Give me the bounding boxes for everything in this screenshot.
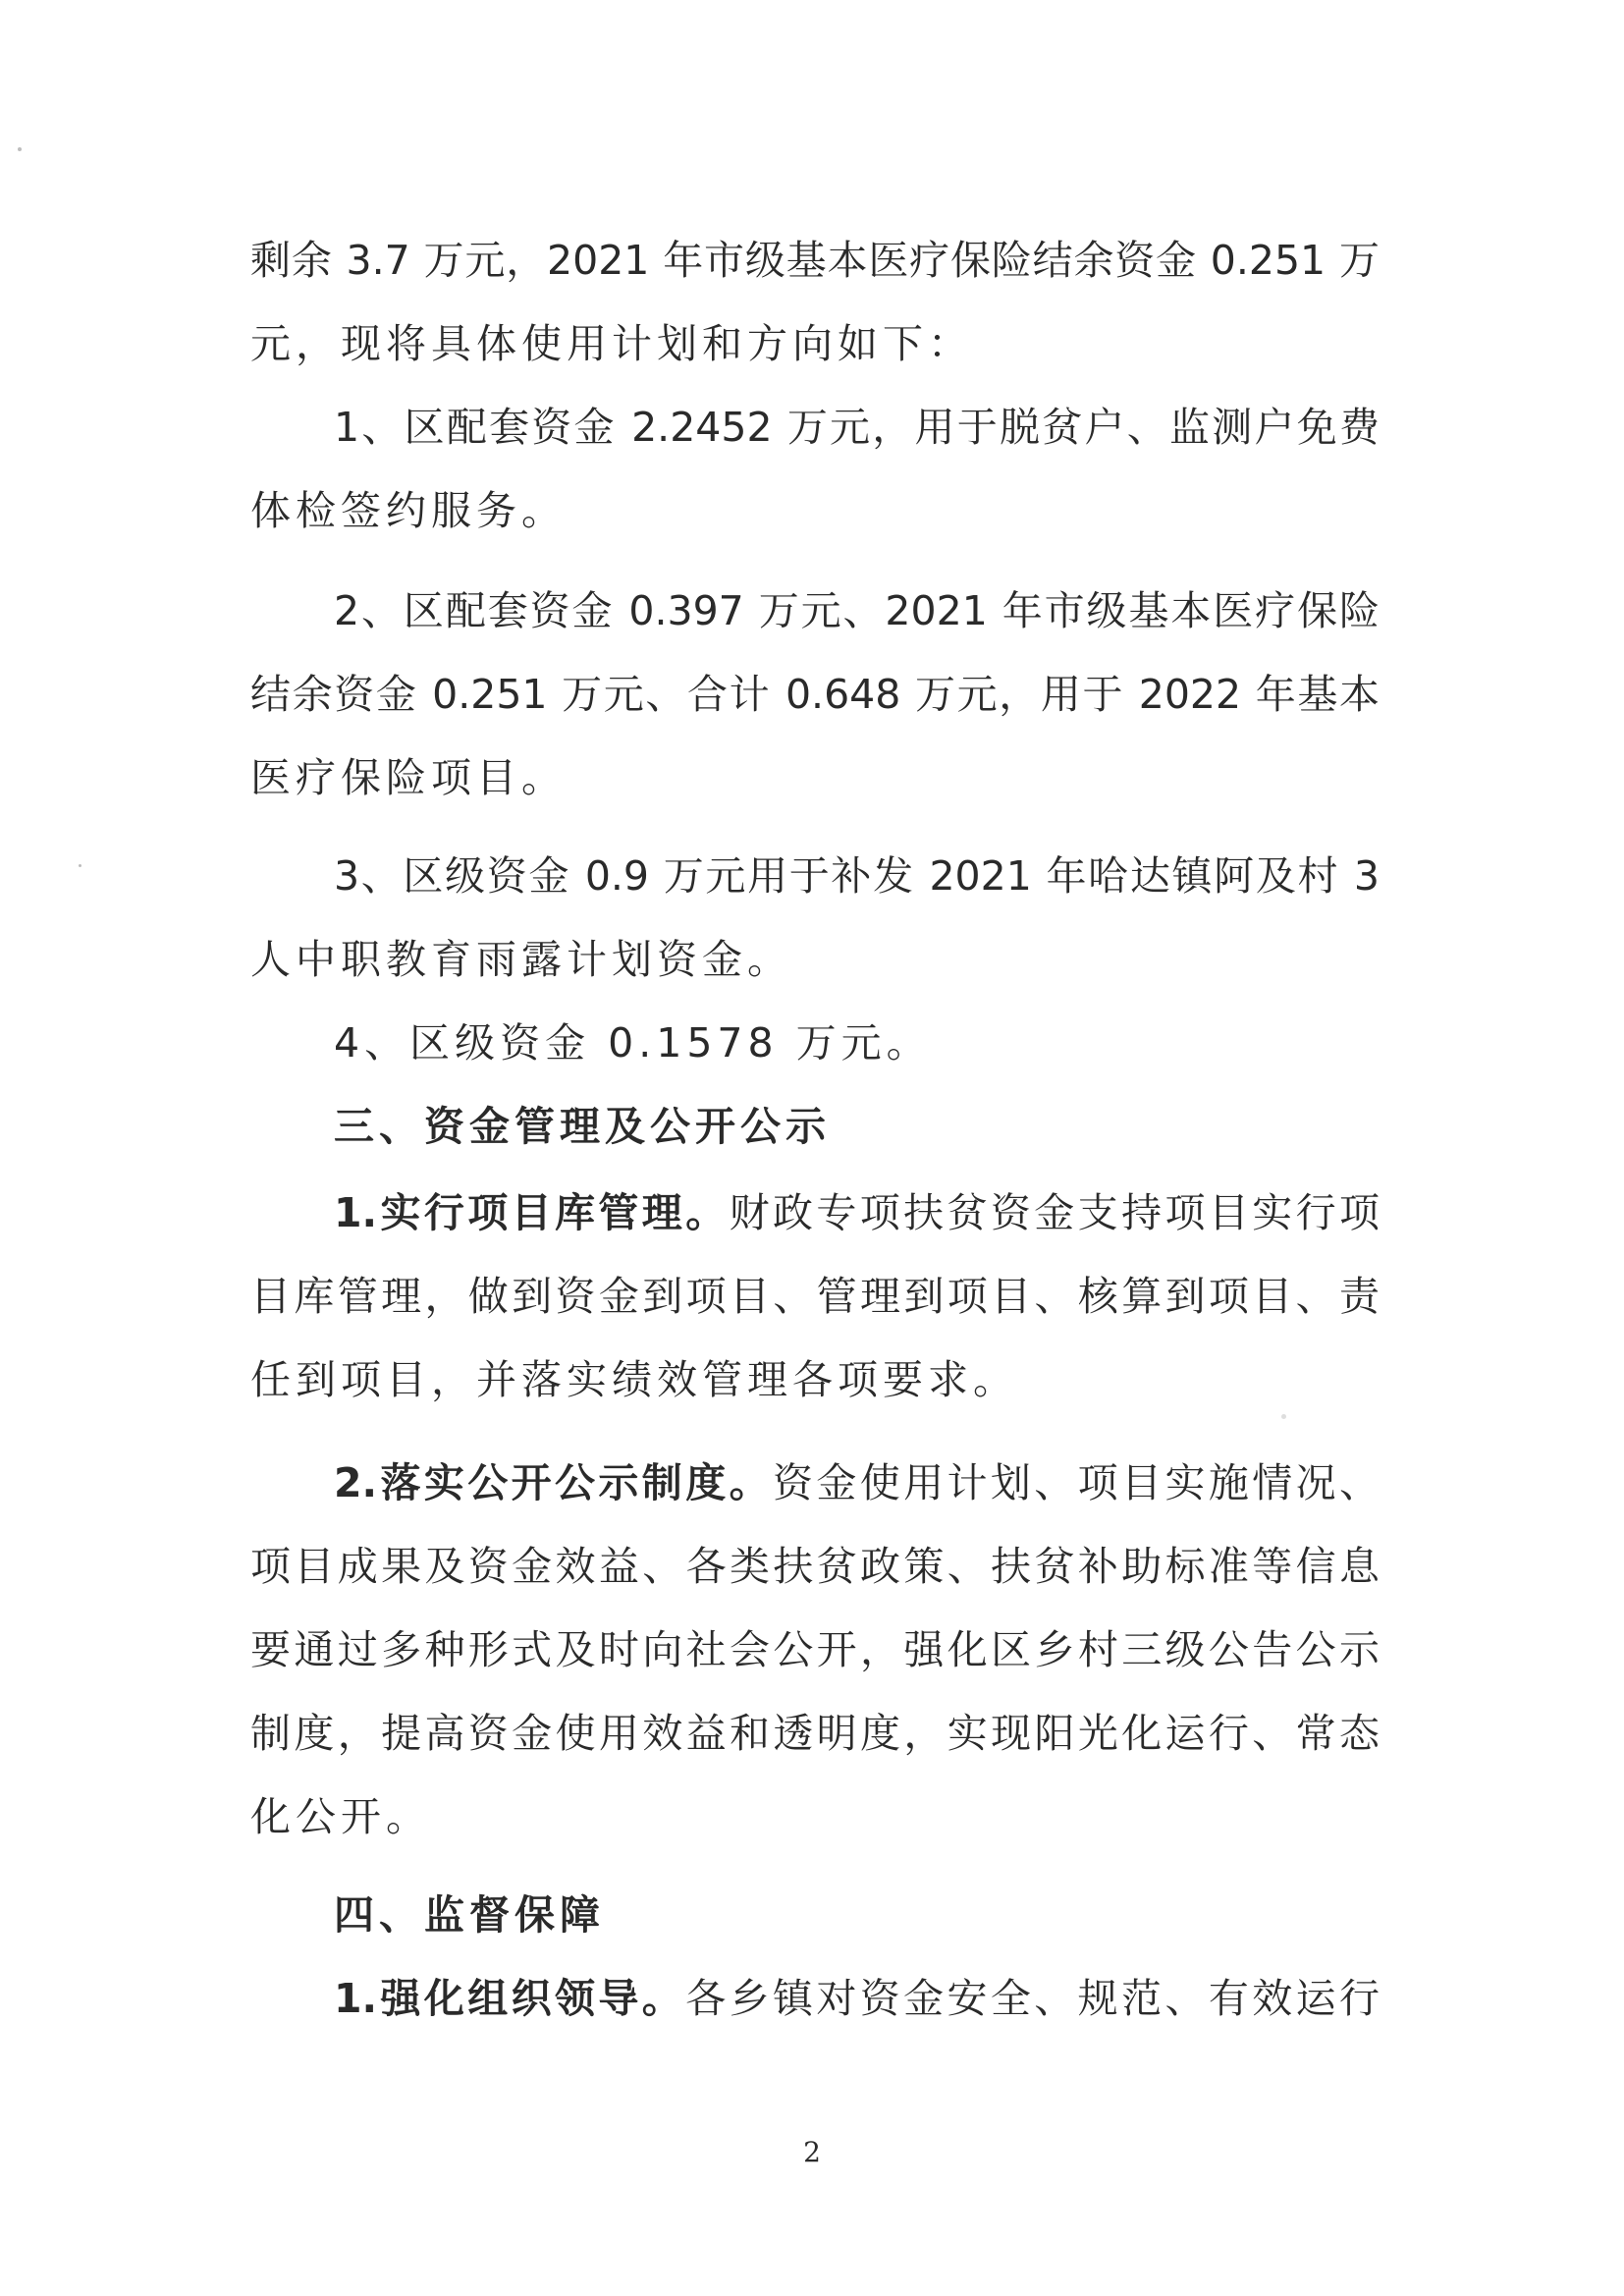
list-item-1-line: 1、区配套资金 2.2452 万元，用于脱贫户、监测户免费	[334, 404, 1380, 451]
list-item-2-line: 2、区配套资金 0.397 万元、2021 年市级基本医疗保险	[334, 587, 1380, 634]
scan-speck	[1281, 1414, 1286, 1419]
scan-speck	[18, 147, 22, 151]
paragraph-line: 剩余 3.7 万元，2021 年市级基本医疗保险结余资金 0.251 万	[250, 237, 1380, 284]
paragraph-line: 项目成果及资金效益、各类扶贫政策、扶贫补助标准等信息	[250, 1543, 1380, 1590]
paragraph-line: 制度，提高资金使用效益和透明度，实现阳光化运行、常态	[250, 1710, 1380, 1757]
paragraph-line: 目库管理，做到资金到项目、管理到项目、核算到项目、责	[250, 1273, 1380, 1320]
list-item-2-line: 结余资金 0.251 万元、合计 0.648 万元，用于 2022 年基本	[250, 671, 1380, 718]
paragraph-line: 化公开。	[250, 1793, 431, 1840]
list-item-3-line: 人中职教育雨露计划资金。	[250, 936, 792, 983]
paragraph-line: 1.强化组织领导。各乡镇对资金安全、规范、有效运行	[334, 1975, 1380, 2022]
section-heading-4: 四、监督保障	[334, 1891, 605, 1939]
page-number: 2	[803, 2136, 821, 2168]
paragraph-line: 任到项目，并落实绩效管理各项要求。	[250, 1356, 1018, 1403]
paragraph-line: 2.落实公开公示制度。资金使用计划、项目实施情况、	[334, 1459, 1380, 1506]
paragraph-line: 元，现将具体使用计划和方向如下：	[250, 320, 973, 367]
list-item-4-line: 4、区级资金 0.1578 万元。	[334, 1019, 932, 1066]
paragraph-line: 要通过多种形式及时向社会公开，强化区乡村三级公告公示	[250, 1626, 1380, 1673]
list-item-3-line: 3、区级资金 0.9 万元用于补发 2021 年哈达镇阿及村 3	[334, 852, 1380, 900]
scan-speck	[79, 864, 81, 867]
list-item-2-line: 医疗保险项目。	[250, 754, 567, 801]
section-heading-3: 三、资金管理及公开公示	[334, 1103, 831, 1150]
paragraph-line: 1.实行项目库管理。财政专项扶贫资金支持项目实行项	[334, 1189, 1380, 1236]
list-item-1-line: 体检签约服务。	[250, 487, 567, 534]
